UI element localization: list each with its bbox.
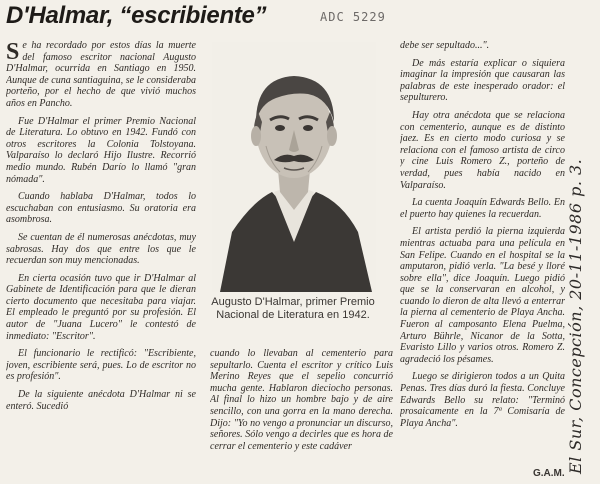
paragraph-5: En cierta ocasión tuvo que ir D'Halmar al Gabinete de Identificación para que le dieran cierto documento que necesitaba para viajar. El empleado le preguntó por su profesión. El autor de "Juana Lucero" le contestó de inmediato: "Escritor". (6, 272, 196, 342)
paragraph-1-text: e ha recordado por estos días la muerte del famoso escritor nacional Augusto D'Halmar, ocurrida en Santiago en 1950. Aunque de cuna santiaguina, se le consideraba porteño, por el hecho de que vivió muchos años en Pancho. (6, 40, 196, 109)
paragraph-10: De más estaría explicar o siquiera imaginar la impresión que causaran las palabras de este inesperado orador: el sepulturero. (400, 57, 565, 104)
author-signature: G.A.M. (533, 468, 565, 479)
drop-cap: S (6, 40, 20, 65)
paragraph-6: El funcionario le rectificó: "Escribiente, joven, escribiente será, pues. Lo de escritor no es profesión". (6, 348, 196, 383)
paragraph-4: Se cuentan de él numerosas anécdotas, muy sabrosas. Hay dos que entre los que le recuerdan son muy mencionadas. (6, 231, 196, 267)
paragraph-11: Hay otra anécdota que se relaciona con cementerio, aunque es de distinto jaez. Es en cierto modo curiosa y se relaciona con el famoso artista de circo y cine Luis Romero Z., porteño de verdad, pues había nacido en Valparaíso. (400, 109, 565, 191)
photo-caption: Augusto D'Halmar, primer Premio Nacional de Literatura en 1942. (211, 296, 375, 321)
handwritten-source-note: El Sur, Concepción, 20-11-1986 p. 3. (566, 158, 585, 474)
portrait-illustration (212, 42, 376, 292)
paragraph-7: De la siguiente anécdota D'Halmar ni se enteró. Sucedió (6, 389, 196, 412)
paragraph-14: Luego se dirigieron todos a un Quita Penas. Tres días duró la fiesta. Concluye Edwards Bello su relato: "Terminó prosaicamente en la 7ª Comisaría de Playa Ancha". (400, 371, 565, 429)
paragraph-8: cuando lo llevaban al cementerio para sepultarlo. Cuenta el escritor y crítico Luis Merino Reyes que el sepelio concurrió mucha gente. Hablaron dieciocho personas. Al final lo hizo un hombre bajo y de aire sencillo, con una gorra en la mano derecha. Dijo: "Yo no vengo a pronunciar un discurso, señores. Sólo vengo a decirles que es hora de cerrar el cementerio y este cadáver (210, 348, 393, 452)
paragraph-13: El artista perdió la pierna izquierda mientras actuaba para una película en San Felipe. Cuando en el hospital se la amputaron, pidió verla. "La besé y lloré sobre ella", dice Joaquín. Luego pidió que se la conservaran en alcohol, y cuando lo dieron de alta llevó a enterrar la pierna al cementerio de Playa Ancha. Fueron al camposanto Elena Puelma, Arturo Bührle, Nicanor de la Sotta, Evaristo Lillo y varios otros. Romero Z. agradeció los pésames. (400, 226, 565, 365)
author-portrait (212, 42, 376, 292)
article-column-3 (400, 40, 565, 484)
paragraph-12: La cuenta Joaquín Edwards Bello. En el puerto hay quienes la recuerdan. (400, 197, 565, 220)
article-title: D'Halmar, “escribiente” (6, 2, 267, 29)
article-column-1 (6, 40, 196, 484)
paragraph-2: Fue D'Halmar el primer Premio Nacional de Literatura. Lo obtuvo en 1942. Fundó con otros escritores la Colonia Tolstoyana. Valparaíso lo declaró Hijo Ilustre. Recorrió medio mundo. Rubén Darío lo llamó "gran nómada". (6, 115, 196, 185)
archive-stamp: ADC 5229 (320, 10, 386, 24)
paragraph-9: debe ser sepultado...". (400, 40, 490, 51)
paragraph-1 (6, 40, 196, 110)
paragraph-3: Cuando hablaba D'Halmar, todos lo escuchaban con entusiasmo. Su oratoria era asombrosa. (6, 191, 196, 226)
article-column-2 (210, 348, 393, 484)
